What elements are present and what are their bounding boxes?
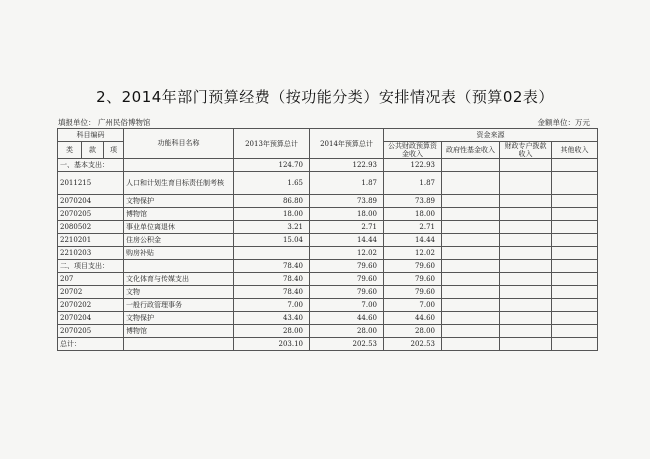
cell-special-fund [500,208,552,221]
table-row [58,208,598,221]
cell-code: 总计： [58,338,124,351]
cell-other-income [552,325,598,338]
page-title: 2、2014年部门预算经费（按功能分类）安排情况表（预算02表） [96,88,554,106]
header-subject-code: 科目编码 [58,129,124,142]
table-section-row [58,338,598,351]
cell-code: 2080502 [58,221,124,234]
cell-public-finance: 7.00 [384,299,442,312]
cell-special-fund [500,286,552,299]
cell-gov-fund [442,260,500,273]
cell-other-income [552,247,598,260]
header-public-finance: 公共财政预算资金收入 [384,142,442,159]
cell-special-fund [500,159,552,172]
cell-public-finance: 44.60 [384,312,442,325]
cell-other-income [552,312,598,325]
cell-special-fund [500,172,552,195]
header-subject-name: 功能科目名称 [124,129,234,159]
cell-budget-2014: 44.60 [310,312,384,325]
table-row [58,286,598,299]
header-row-1 [58,129,598,142]
header-budget-2014: 2014年预算总计 [310,129,384,159]
cell-budget-2014: 28.00 [310,325,384,338]
amount-unit: 金额单位：万元 [537,118,590,127]
cell-other-income [552,208,598,221]
cell-budget-2013: 124.70 [234,159,310,172]
cell-special-fund [500,195,552,208]
cell-gov-fund [442,172,500,195]
cell-code: 2070205 [58,208,124,221]
cell-budget-2014: 14.44 [310,234,384,247]
cell-name: 文物保护 [124,312,234,325]
cell-name: 一般行政管理事务 [124,299,234,312]
cell-budget-2013: 28.00 [234,325,310,338]
cell-code: 2210203 [58,247,124,260]
cell-name [124,260,234,273]
cell-code: 2070204 [58,195,124,208]
cell-public-finance: 79.60 [384,260,442,273]
cell-other-income [552,234,598,247]
cell-code: 207 [58,273,124,286]
cell-budget-2014: 1.87 [310,172,384,195]
cell-gov-fund [442,221,500,234]
cell-special-fund [500,247,552,260]
cell-public-finance: 14.44 [384,234,442,247]
table-row [58,221,598,234]
cell-gov-fund [442,247,500,260]
cell-name [124,338,234,351]
cell-budget-2014: 79.60 [310,273,384,286]
cell-public-finance: 28.00 [384,325,442,338]
header-item: 项 [104,142,124,159]
header-budget-2013: 2013年预算总计 [234,129,310,159]
cell-budget-2013: 78.40 [234,286,310,299]
cell-budget-2013 [234,247,310,260]
cell-name: 文化体育与传媒支出 [124,273,234,286]
cell-budget-2013: 18.00 [234,208,310,221]
cell-gov-fund [442,299,500,312]
cell-budget-2013: 43.40 [234,312,310,325]
cell-gov-fund [442,195,500,208]
cell-budget-2013: 86.80 [234,195,310,208]
cell-public-finance: 79.60 [384,286,442,299]
cell-special-fund [500,273,552,286]
table-row [58,325,598,338]
cell-budget-2014: 79.60 [310,260,384,273]
header-class: 类 [58,142,82,159]
cell-other-income [552,159,598,172]
cell-public-finance: 79.60 [384,273,442,286]
header-other-income: 其他收入 [552,142,598,159]
cell-public-finance: 73.89 [384,195,442,208]
cell-special-fund [500,338,552,351]
cell-other-income [552,260,598,273]
cell-code: 2070205 [58,325,124,338]
table-section-row [58,260,598,273]
cell-budget-2013: 15.04 [234,234,310,247]
cell-budget-2014: 73.89 [310,195,384,208]
cell-special-fund [500,260,552,273]
cell-gov-fund [442,312,500,325]
cell-other-income [552,195,598,208]
cell-budget-2013: 203.10 [234,338,310,351]
cell-name [124,159,234,172]
cell-gov-fund [442,286,500,299]
cell-code: 2070202 [58,299,124,312]
budget-table [57,128,598,351]
header-special-fund: 财政专户拨款收入 [500,142,552,159]
cell-code: 二、项目支出： [58,260,124,273]
cell-budget-2013: 7.00 [234,299,310,312]
table-row [58,234,598,247]
cell-code: 2011215 [58,172,124,195]
cell-other-income [552,299,598,312]
table-row [58,172,598,195]
cell-public-finance: 18.00 [384,208,442,221]
cell-name: 文物保护 [124,195,234,208]
cell-budget-2013: 3.21 [234,221,310,234]
cell-gov-fund [442,338,500,351]
cell-name: 人口和计划生育目标责任制考核 [124,172,234,195]
cell-budget-2014: 79.60 [310,286,384,299]
cell-budget-2014: 12.02 [310,247,384,260]
cell-special-fund [500,234,552,247]
cell-special-fund [500,221,552,234]
table-row [58,195,598,208]
cell-code: 2070204 [58,312,124,325]
cell-special-fund [500,312,552,325]
table-row [58,312,598,325]
cell-special-fund [500,325,552,338]
cell-special-fund [500,299,552,312]
cell-name: 博物馆 [124,325,234,338]
cell-gov-fund [442,273,500,286]
cell-code: 20702 [58,286,124,299]
cell-gov-fund [442,234,500,247]
cell-name: 博物馆 [124,208,234,221]
header-gov-fund: 政府性基金收入 [442,142,500,159]
reporting-unit: 填报单位： 广州民俗博物馆 [58,118,151,127]
cell-other-income [552,286,598,299]
cell-public-finance: 202.53 [384,338,442,351]
cell-gov-fund [442,159,500,172]
table-row [58,247,598,260]
cell-public-finance: 1.87 [384,172,442,195]
cell-other-income [552,172,598,195]
cell-public-finance: 122.93 [384,159,442,172]
cell-name: 购房补贴 [124,247,234,260]
table-row [58,299,598,312]
cell-gov-fund [442,325,500,338]
cell-other-income [552,273,598,286]
cell-budget-2013: 1.65 [234,172,310,195]
header-funding-source: 资金来源 [384,129,598,142]
table-section-row [58,159,598,172]
cell-budget-2014: 7.00 [310,299,384,312]
cell-budget-2014: 2.71 [310,221,384,234]
cell-budget-2014: 18.00 [310,208,384,221]
cell-gov-fund [442,208,500,221]
cell-budget-2014: 122.93 [310,159,384,172]
cell-other-income [552,338,598,351]
cell-public-finance: 12.02 [384,247,442,260]
cell-budget-2014: 202.53 [310,338,384,351]
cell-budget-2013: 78.40 [234,260,310,273]
cell-code: 一、基本支出： [58,159,124,172]
table-row [58,273,598,286]
header-section: 款 [82,142,104,159]
cell-budget-2013: 78.40 [234,273,310,286]
cell-name: 住房公积金 [124,234,234,247]
cell-other-income [552,221,598,234]
cell-code: 2210201 [58,234,124,247]
cell-name: 事业单位离退休 [124,221,234,234]
cell-public-finance: 2.71 [384,221,442,234]
cell-name: 文物 [124,286,234,299]
